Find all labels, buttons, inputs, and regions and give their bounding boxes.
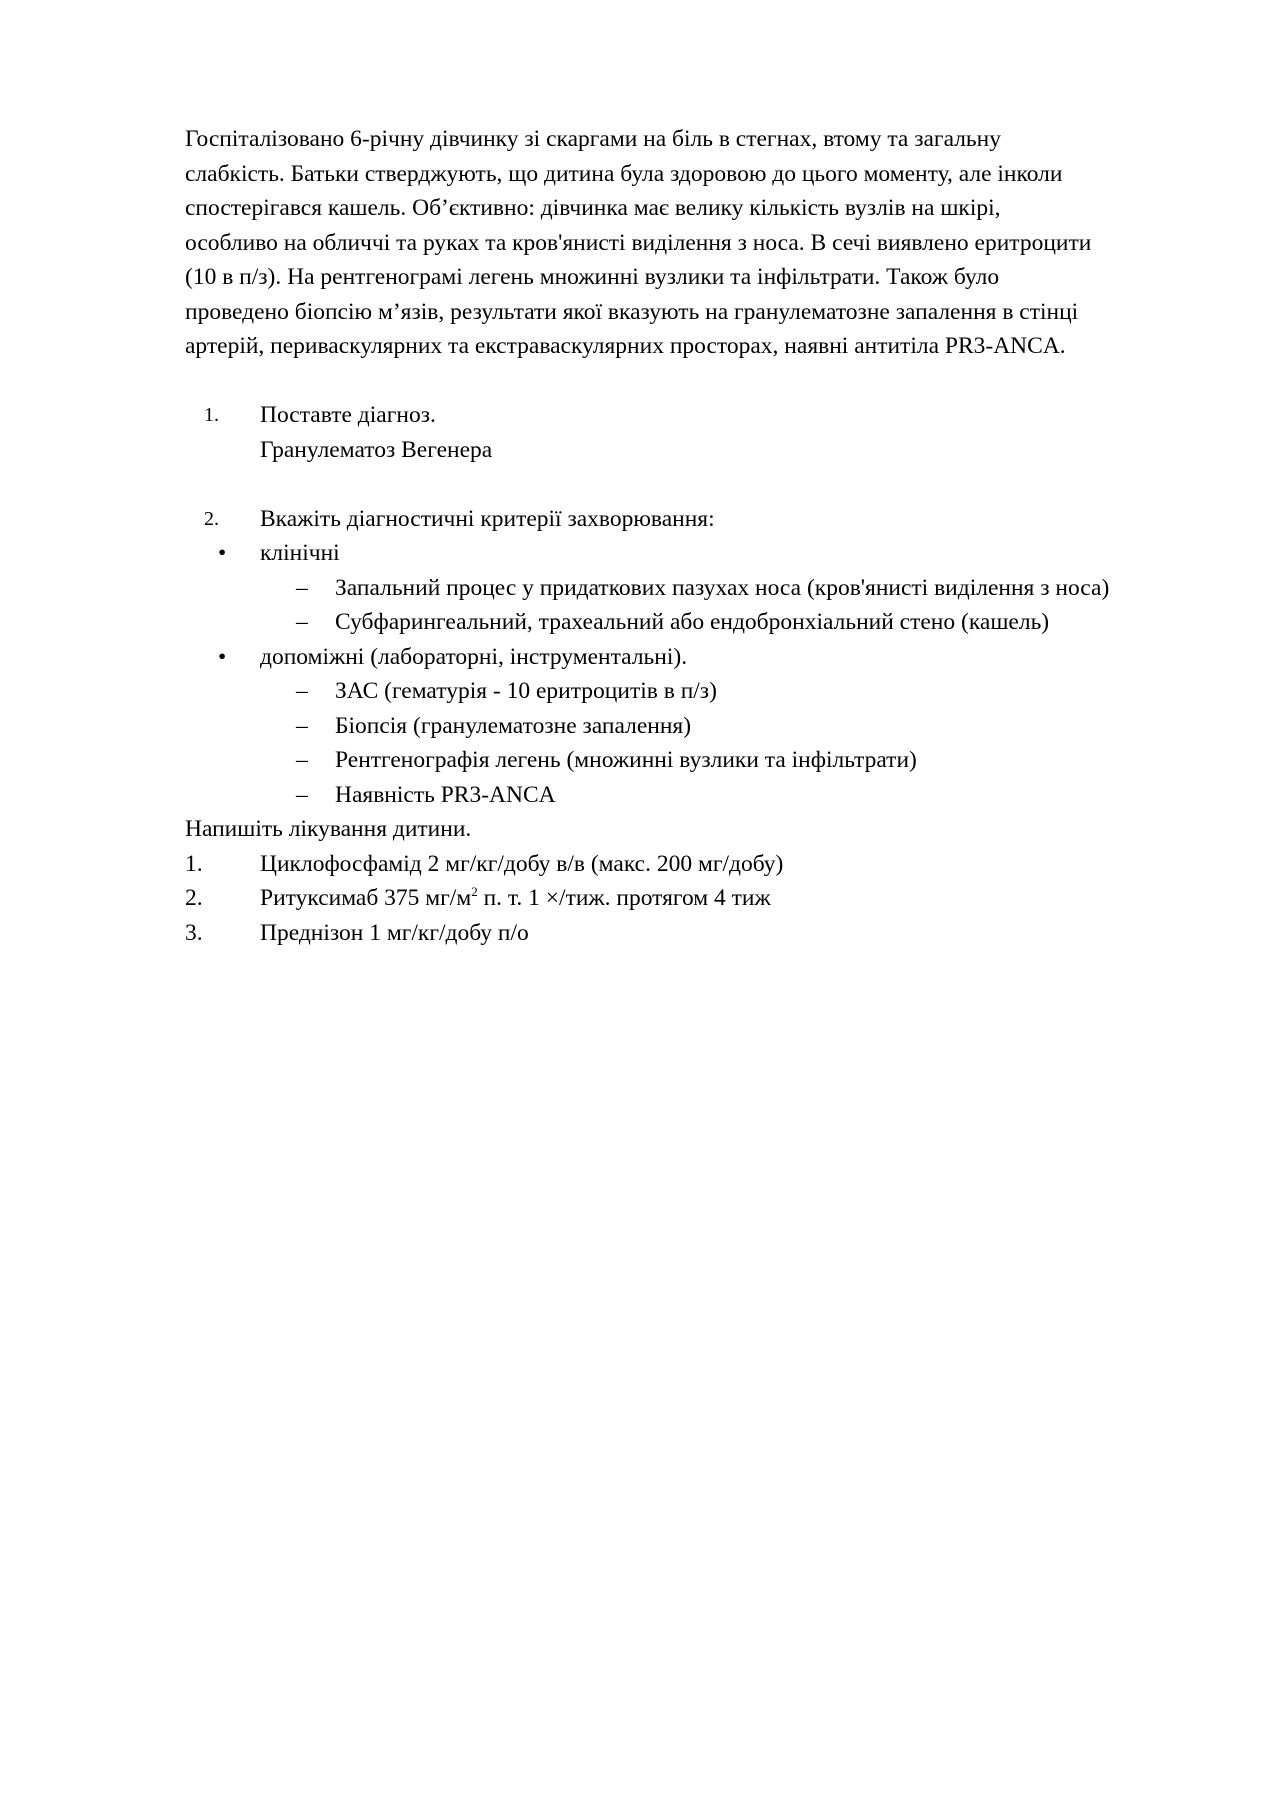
treatment-number: 1. <box>185 850 203 877</box>
criteria-item: Субфарингеальний, трахеальний або ендобронхіальний стено (кашель) <box>335 609 1050 635</box>
question-text: Вкажіть діагностичні критерії захворювання: <box>260 505 715 532</box>
case-line: слабкість. Батьки стверджують, що дитина була здоровою до цього моменту, але інколи <box>185 160 1063 187</box>
dash-icon: – <box>296 574 308 601</box>
list-item <box>185 674 1245 709</box>
treatment-number: 2. <box>185 885 203 911</box>
dash-icon: – <box>296 747 308 773</box>
list-item <box>185 605 1245 640</box>
spacer <box>185 467 1245 502</box>
criteria-item: Біопсія (гранулематозне запалення) <box>335 712 692 739</box>
spacer <box>185 364 1245 399</box>
treatment-heading: Напишіть лікування дитини. <box>185 816 472 842</box>
list-item <box>185 916 1245 951</box>
case-line: особливо на обличчі та руках та кров'янисті виділення з носа. В сечі виявлено еритроцити <box>185 229 1092 256</box>
criteria-item: Рентгенографія легень (множинні вузлики та інфільтрати) <box>335 747 917 773</box>
treatment-item: Преднізон 1 мг/кг/добу п/о <box>260 919 529 946</box>
list-item <box>185 847 1245 882</box>
treatment-number: 3. <box>185 919 203 946</box>
case-line: Госпіталізовано 6-річну дівчинку зі скаргами на біль в стегнах, втому та загальну <box>185 126 1001 152</box>
criteria-item: Запальний процес у придаткових пазухах носа (кров'янисті виділення з носа) <box>335 574 1110 601</box>
list-item <box>185 881 1245 916</box>
diagnosis-answer: Гранулематоз Вегенера <box>260 436 493 463</box>
treatment-item <box>260 881 771 916</box>
criteria-item: ЗАС (гематурія - 10 еритроцитів в п/з) <box>335 678 717 704</box>
criteria-group-label: клінічні <box>260 540 340 566</box>
list-item <box>185 536 1245 571</box>
list-item <box>185 743 1245 778</box>
treatment-item: Циклофосфамід 2 мг/кг/добу в/в (макс. 200 мг/добу) <box>260 850 784 877</box>
dash-icon: – <box>296 781 308 808</box>
question-number: 2. <box>204 507 219 530</box>
question-number: 1. <box>204 404 219 426</box>
document-page <box>185 122 1245 950</box>
case-line: (10 в п/з). На рентгенограмі легень множинні вузлики та інфільтрати. Також було <box>185 264 1000 290</box>
dash-icon: – <box>296 609 308 635</box>
bullet-icon: • <box>218 643 227 670</box>
treatment-text: п. т. 1 ×/тиж. протягом 4 тиж <box>477 885 771 911</box>
case-line: проведено біопсію м’язів, результати якої вказують на гранулематозне запалення в стінці <box>185 298 1079 325</box>
treatment-text: Ритуксимаб 375 мг/м <box>260 885 472 911</box>
question-text: Поставте діагноз. <box>260 402 436 428</box>
bullet-icon: • <box>218 540 227 566</box>
dash-icon: – <box>296 678 308 704</box>
list-item <box>185 640 1245 675</box>
criteria-group-label: допоміжні (лабораторні, інструментальні). <box>260 643 688 670</box>
treatment-section <box>185 812 1245 950</box>
case-line: артерій, периваскулярних та екстраваскулярних просторах, наявні антитіла PR3-ANCA. <box>185 333 1066 359</box>
list-item <box>185 571 1245 606</box>
question-2 <box>185 502 1245 813</box>
question-1 <box>185 398 1245 467</box>
list-item <box>185 778 1245 813</box>
superscript: 2 <box>471 884 478 900</box>
list-item <box>185 709 1245 744</box>
case-line: спостерігався кашель. Об’єктивно: дівчинка має велику кількість вузлів на шкірі, <box>185 195 1001 221</box>
criteria-item: Наявність PR3-ANCA <box>335 781 556 808</box>
case-description <box>185 122 1245 364</box>
dash-icon: – <box>296 712 308 739</box>
